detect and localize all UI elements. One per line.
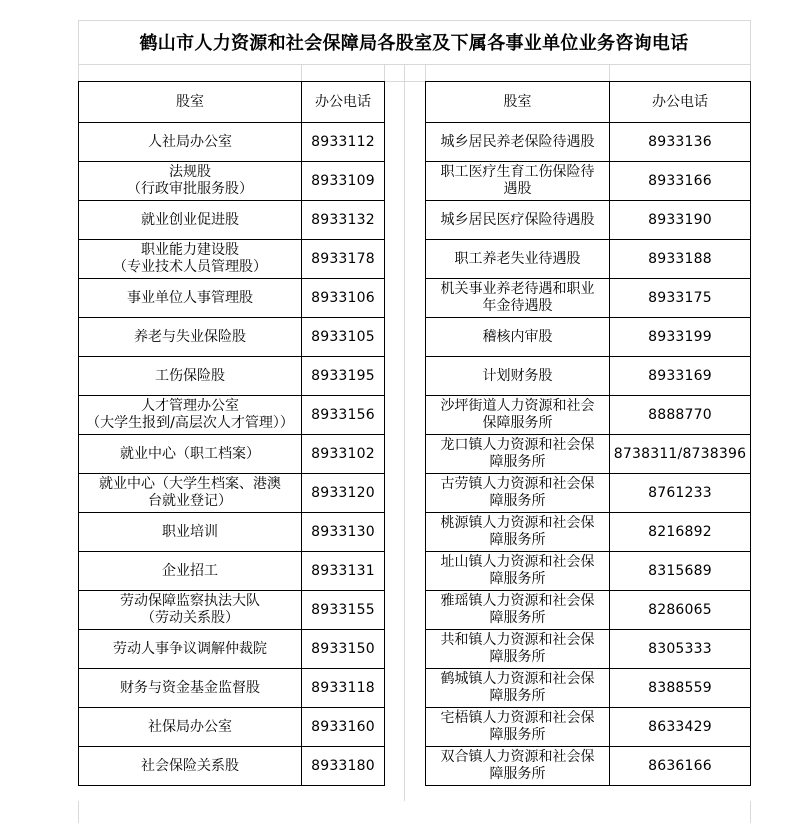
department-name-line: 遇股	[503, 181, 532, 197]
department-cell	[79, 474, 302, 513]
table-row	[79, 474, 385, 513]
phone-cell: 8933150	[302, 630, 385, 669]
department-name-line: 事业单位人事管理股	[127, 289, 253, 306]
department-name-line: 障服务所	[489, 610, 546, 626]
department-name-line: 职工养老失业待遇股	[454, 250, 581, 267]
department-cell	[426, 591, 610, 630]
department-cell	[426, 474, 610, 513]
header-row	[79, 82, 385, 123]
header-row	[426, 82, 751, 123]
department-cell	[426, 123, 610, 162]
phone-cell: 8933130	[302, 513, 385, 552]
department-name-line: 劳动人事争议调解仲裁院	[113, 640, 267, 657]
department-name-line: 计划财务股	[482, 367, 553, 384]
phone-cell: 8216892	[610, 513, 751, 552]
department-cell	[426, 513, 610, 552]
department-name-line: 年金待遇股	[482, 298, 553, 314]
department-name-line: 社保局办公室	[148, 718, 232, 735]
department-name-line: 保障服务所	[482, 415, 553, 431]
department-name-line: 障服务所	[489, 649, 546, 665]
table-row	[79, 630, 385, 669]
department-cell	[79, 747, 302, 786]
department-name-line: 障服务所	[489, 493, 546, 509]
department-cell	[426, 279, 610, 318]
department-name-line: 龙口镇人力资源和社会保	[440, 437, 595, 453]
department-cell	[79, 435, 302, 474]
table-row	[79, 708, 385, 747]
table-row	[79, 240, 385, 279]
department-name-line: 古劳镇人力资源和社会保	[440, 476, 595, 492]
department-name-line: 工伤保险股	[155, 367, 225, 384]
department-name-line: 障服务所	[489, 571, 546, 587]
department-cell	[426, 435, 610, 474]
department-name-line: 职业能力建设股	[141, 242, 239, 258]
table-row	[426, 591, 751, 630]
table-row	[426, 669, 751, 708]
phone-cell: 8933120	[302, 474, 385, 513]
table-row	[426, 630, 751, 669]
department-name-line: 人才管理办公室	[141, 398, 239, 414]
department-name-line: 职业培训	[162, 523, 218, 540]
department-cell	[79, 201, 302, 240]
phone-cell: 8933155	[302, 591, 385, 630]
phone-cell: 8933105	[302, 318, 385, 357]
department-name-line: 财务与资金基金监督股	[120, 679, 260, 696]
gridline	[301, 64, 302, 81]
phone-cell: 8933190	[610, 201, 751, 240]
department-cell	[426, 162, 610, 201]
gridline	[750, 20, 751, 81]
phone-cell: 8633429	[610, 708, 751, 747]
table-row	[79, 513, 385, 552]
phone-cell: 8933136	[610, 123, 751, 162]
department-cell	[79, 240, 302, 279]
phone-cell: 8933112	[302, 123, 385, 162]
department-cell	[79, 591, 302, 630]
gridline	[78, 64, 751, 65]
department-name-line: （行政审批服务股）	[127, 181, 253, 197]
department-cell	[79, 357, 302, 396]
department-name-line: 法规股	[169, 164, 211, 180]
department-name-line: 城乡居民医疗保险待遇股	[440, 211, 595, 228]
table-row	[79, 591, 385, 630]
department-name-line: 养老与失业保险股	[134, 328, 246, 345]
phone-cell: 8286065	[610, 591, 751, 630]
table-row	[79, 552, 385, 591]
department-cell	[426, 396, 610, 435]
phone-cell: 8933118	[302, 669, 385, 708]
department-cell	[426, 201, 610, 240]
table-row	[79, 123, 385, 162]
department-name-line: （大学生报到/高层次人才管理））	[86, 415, 294, 431]
department-name-line: 共和镇人力资源和社会保	[440, 632, 595, 648]
department-cell	[426, 669, 610, 708]
phone-cell: 8933102	[302, 435, 385, 474]
phone-cell: 8933175	[610, 279, 751, 318]
phone-cell: 8933180	[302, 747, 385, 786]
table-row	[426, 552, 751, 591]
table-row	[79, 747, 385, 786]
department-cell	[79, 279, 302, 318]
department-name-line: 宅梧镇人力资源和社会保	[440, 710, 595, 726]
department-name-line: 就业创业促进股	[141, 211, 239, 228]
table-row	[79, 318, 385, 357]
phone-cell: 8636166	[610, 747, 751, 786]
column-header-phone: 办公电话	[610, 82, 751, 123]
gridline	[750, 801, 751, 823]
column-header-phone: 办公电话	[302, 82, 385, 123]
department-cell	[79, 669, 302, 708]
column-header-department: 股室	[79, 82, 302, 123]
phone-cell: 8761233	[610, 474, 751, 513]
gridline	[404, 64, 405, 801]
department-name-line: 城乡居民养老保险待遇股	[440, 133, 595, 150]
department-cell	[426, 747, 610, 786]
department-name-line: （劳动关系股）	[141, 610, 239, 626]
department-name-line: 企业招工	[162, 562, 218, 579]
phone-cell: 8305333	[610, 630, 751, 669]
phone-cell: 8933178	[302, 240, 385, 279]
department-name-line: 社会保险关系股	[141, 757, 239, 774]
table-row	[426, 435, 751, 474]
table-row	[79, 396, 385, 435]
column-header-department: 股室	[426, 82, 610, 123]
department-cell	[79, 552, 302, 591]
phone-cell: 8933160	[302, 708, 385, 747]
table-row	[426, 123, 751, 162]
phone-cell: 8933199	[610, 318, 751, 357]
table-row	[79, 669, 385, 708]
gridline	[425, 64, 426, 81]
table-row	[426, 162, 751, 201]
department-cell	[426, 552, 610, 591]
department-cell	[79, 396, 302, 435]
department-name-line: 障服务所	[489, 688, 546, 704]
department-name-line: 沙坪街道人力资源和社会	[440, 398, 595, 414]
table-row	[426, 357, 751, 396]
gridline	[78, 801, 79, 823]
phone-cell: 8315689	[610, 552, 751, 591]
phone-cell: 8388559	[610, 669, 751, 708]
department-name-line: 台就业登记）	[148, 493, 232, 509]
phone-cell: 8933169	[610, 357, 751, 396]
department-cell	[79, 162, 302, 201]
table-row	[426, 201, 751, 240]
department-name-line: 机关事业养老待遇和职业	[440, 281, 595, 297]
department-name-line: 障服务所	[489, 532, 546, 548]
department-name-line: 雅瑶镇人力资源和社会保	[440, 593, 595, 609]
department-cell	[79, 123, 302, 162]
department-name-line: 就业中心（职工档案）	[120, 445, 260, 462]
department-name-line: 障服务所	[489, 727, 546, 743]
department-cell	[426, 240, 610, 279]
phone-cell: 8933166	[610, 162, 751, 201]
table-row	[79, 162, 385, 201]
table-row	[426, 474, 751, 513]
phone-cell: 8933109	[302, 162, 385, 201]
table-row	[79, 357, 385, 396]
table-row	[426, 513, 751, 552]
department-cell	[426, 318, 610, 357]
phone-cell: 8933188	[610, 240, 751, 279]
table-row	[426, 708, 751, 747]
department-name-line: 稽核内审股	[482, 328, 553, 345]
department-cell	[426, 708, 610, 747]
department-cell	[79, 630, 302, 669]
department-cell	[79, 318, 302, 357]
department-name-line: 双合镇人力资源和社会保	[440, 749, 595, 765]
table-row	[426, 279, 751, 318]
table-row	[426, 747, 751, 786]
department-cell	[426, 630, 610, 669]
department-name-line: （专业技术人员管理股）	[113, 259, 267, 275]
department-name-line: 就业中心（大学生档案、港澳	[99, 476, 281, 492]
page-title: 鹤山市人力资源和社会保障局各股室及下属各事业单位业务咨询电话	[139, 33, 689, 54]
department-cell	[426, 357, 610, 396]
gridline	[609, 64, 610, 81]
phone-cell: 8888770	[610, 396, 751, 435]
table-row	[426, 396, 751, 435]
table-row	[426, 318, 751, 357]
department-name-line: 桃源镇人力资源和社会保	[440, 515, 595, 531]
phone-cell: 8933131	[302, 552, 385, 591]
right-directory-table	[425, 81, 751, 786]
left-table-body	[79, 123, 385, 786]
department-name-line: 鹤城镇人力资源和社会保	[440, 671, 595, 687]
department-name-line: 址山镇人力资源和社会保	[440, 554, 595, 570]
department-name-line: 劳动保障监察执法大队	[120, 593, 260, 609]
department-name-line: 障服务所	[489, 454, 546, 470]
left-directory-table	[78, 81, 385, 786]
phone-cell: 8933132	[302, 201, 385, 240]
department-name-line: 障服务所	[489, 766, 546, 782]
department-name-line: 职工医疗生育工伤保险待	[440, 164, 595, 180]
table-row	[79, 435, 385, 474]
right-table-body	[426, 123, 751, 786]
department-cell	[79, 513, 302, 552]
phone-cell: 8933156	[302, 396, 385, 435]
table-row	[79, 279, 385, 318]
table-row	[426, 240, 751, 279]
phone-cell: 8738311/8738396	[610, 435, 751, 474]
department-name-line: 人社局办公室	[148, 133, 232, 150]
phone-cell: 8933106	[302, 279, 385, 318]
phone-cell: 8933195	[302, 357, 385, 396]
table-row	[79, 201, 385, 240]
department-cell	[79, 708, 302, 747]
gridline	[384, 64, 385, 81]
